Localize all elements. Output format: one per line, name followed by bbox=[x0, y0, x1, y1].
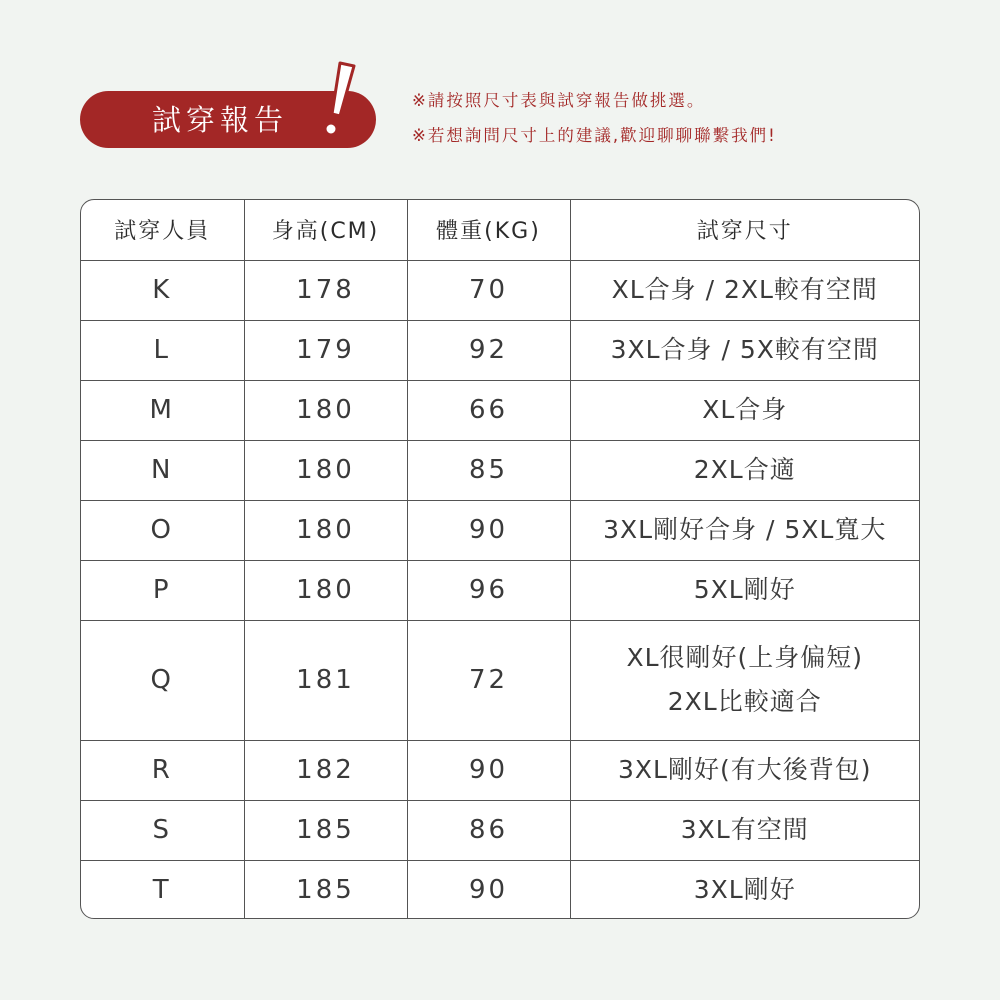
fit-cell bbox=[570, 500, 919, 560]
person-cell: L bbox=[81, 320, 244, 380]
note-contact: ※若想詢問尺寸上的建議,歡迎聊聊聯繫我們! bbox=[412, 126, 777, 145]
fit-cell bbox=[570, 260, 919, 320]
person-cell: N bbox=[81, 440, 244, 500]
fit-cell bbox=[570, 860, 919, 919]
person-cell: S bbox=[81, 800, 244, 860]
weight-cell: 86 bbox=[407, 800, 570, 860]
note-size-chart: ※請按照尺寸表與試穿報告做挑選。 bbox=[412, 91, 706, 110]
person-cell: O bbox=[81, 500, 244, 560]
height-cell: 179 bbox=[244, 320, 407, 380]
fit-text: 2XL合適 bbox=[693, 455, 796, 484]
weight-cell: 72 bbox=[407, 620, 570, 740]
height-cell: 180 bbox=[244, 380, 407, 440]
table-row bbox=[81, 440, 919, 500]
fit-text: XL合身 bbox=[702, 395, 788, 424]
weight-cell: 90 bbox=[407, 860, 570, 919]
weight-cell: 66 bbox=[407, 380, 570, 440]
fit-cell bbox=[570, 380, 919, 440]
table-row bbox=[81, 740, 919, 800]
weight-cell: 70 bbox=[407, 260, 570, 320]
fit-text: 3XL剛好(有大後背包) bbox=[618, 755, 872, 784]
height-cell: 182 bbox=[244, 740, 407, 800]
fit-text: XL合身 / 2XL較有空間 bbox=[611, 275, 878, 304]
fit-text: XL很剛好(上身偏短) bbox=[626, 643, 864, 672]
exclamation-icon bbox=[318, 60, 368, 142]
fit-cell bbox=[570, 620, 919, 740]
fit-text: 3XL剛好 bbox=[693, 875, 796, 905]
table-row bbox=[81, 260, 919, 320]
weight-cell: 96 bbox=[407, 560, 570, 620]
fit-cell bbox=[570, 440, 919, 500]
fit-text: 5XL剛好 bbox=[693, 575, 796, 604]
column-header-person: 試穿人員 bbox=[81, 200, 244, 260]
table-row bbox=[81, 560, 919, 620]
fit-text: 3XL剛好合身 / 5XL寬大 bbox=[603, 515, 887, 544]
height-cell: 178 bbox=[244, 260, 407, 320]
table-row bbox=[81, 860, 919, 919]
person-cell: K bbox=[81, 260, 244, 320]
fit-cell bbox=[570, 320, 919, 380]
table-row bbox=[81, 620, 919, 740]
fit-text: 3XL有空間 bbox=[680, 815, 809, 844]
height-cell: 180 bbox=[244, 440, 407, 500]
column-header-weight: 體重(KG) bbox=[407, 200, 570, 260]
table-row bbox=[81, 500, 919, 560]
weight-cell: 90 bbox=[407, 740, 570, 800]
column-header-height: 身高(CM) bbox=[244, 200, 407, 260]
person-cell: P bbox=[81, 560, 244, 620]
table-row bbox=[81, 320, 919, 380]
table-row bbox=[81, 380, 919, 440]
table-header-row bbox=[81, 200, 919, 260]
fitting-report-table bbox=[80, 199, 920, 919]
person-cell: M bbox=[81, 380, 244, 440]
fit-text: 3XL合身 / 5X較有空間 bbox=[610, 335, 879, 364]
column-header-fit: 試穿尺寸 bbox=[570, 200, 919, 260]
height-cell: 185 bbox=[244, 860, 407, 919]
person-cell: Q bbox=[81, 620, 244, 740]
table-row bbox=[81, 800, 919, 860]
fit-text: 2XL比較適合 bbox=[667, 687, 822, 716]
fit-cell bbox=[570, 560, 919, 620]
height-cell: 181 bbox=[244, 620, 407, 740]
height-cell: 180 bbox=[244, 560, 407, 620]
weight-cell: 85 bbox=[407, 440, 570, 500]
badge-title: 試穿報告 bbox=[152, 103, 289, 137]
fit-cell bbox=[570, 740, 919, 800]
height-cell: 180 bbox=[244, 500, 407, 560]
fit-cell bbox=[570, 800, 919, 860]
person-cell: R bbox=[81, 740, 244, 800]
person-cell: T bbox=[81, 860, 244, 919]
weight-cell: 92 bbox=[407, 320, 570, 380]
weight-cell: 90 bbox=[407, 500, 570, 560]
height-cell: 185 bbox=[244, 800, 407, 860]
